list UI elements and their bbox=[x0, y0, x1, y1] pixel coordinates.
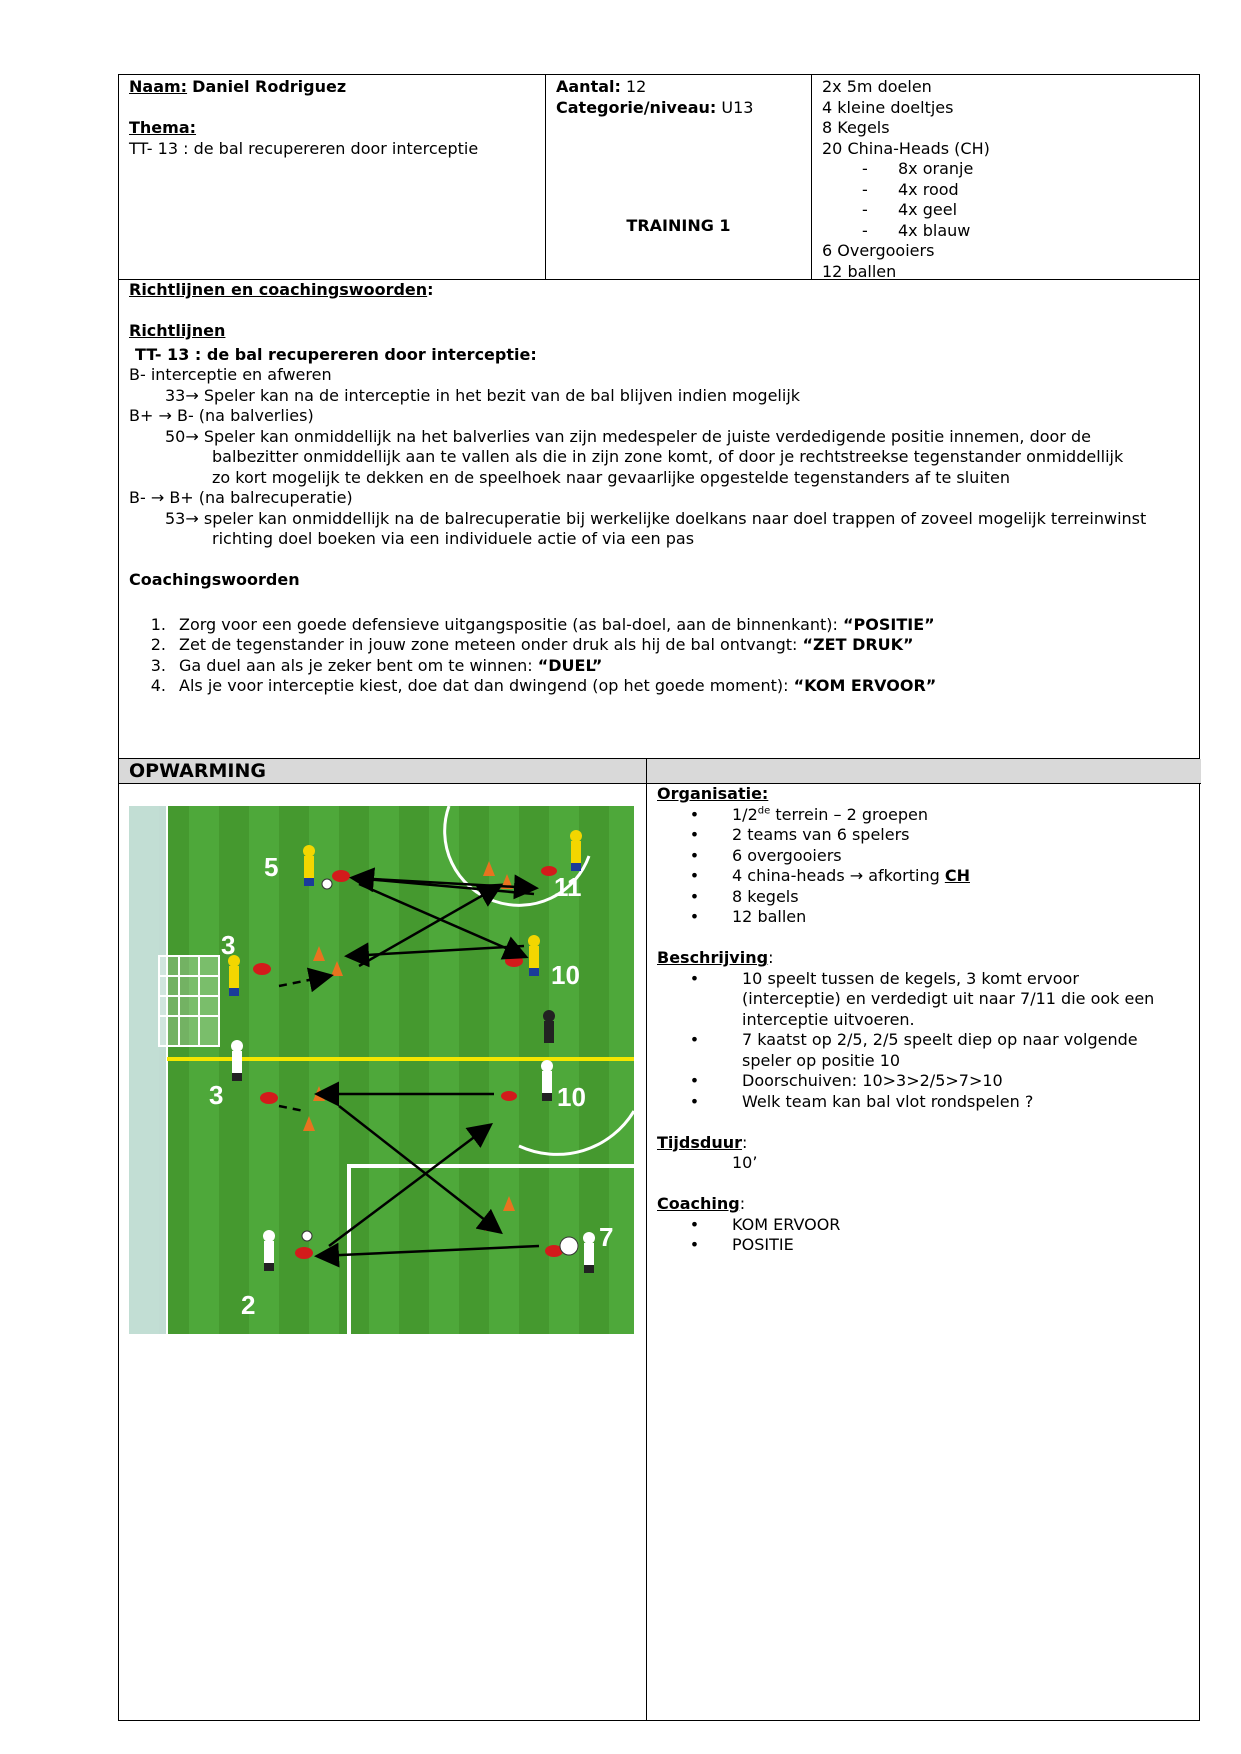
diagram-number: 5 bbox=[264, 852, 279, 882]
guideline-lines bbox=[129, 365, 1189, 550]
coaching-item: 2. Zet de tegenstander in jouw zone meteen onder druk als hij de bal ontvangt: “ZET DRUK” bbox=[150, 635, 914, 654]
guideline-line: richting doel boeken via een individuele actie of via een pas bbox=[212, 529, 695, 548]
naam-label: Naam: bbox=[129, 77, 188, 96]
training-sheet bbox=[118, 74, 1200, 1721]
material-item: 2x 5m doelen bbox=[822, 77, 932, 96]
diagram-cell bbox=[119, 784, 647, 1720]
coaching-item: 1. Zorg voor een goede defensieve uitgangspositie (as bal-doel, aan de binnenkant): “POSITIE” bbox=[150, 614, 935, 634]
material-subitem: - 4x blauw bbox=[862, 220, 971, 240]
exercise-diagram bbox=[129, 806, 634, 1334]
warmup-coaching-item: • POSITIE bbox=[689, 1235, 794, 1254]
coaching-item: 4. Als je voor interceptie kiest, doe dat dan dwingend (op het goede moment): “KOM ERVOOR” bbox=[150, 676, 937, 695]
org-item: • 1/2de terrein – 2 groepen bbox=[689, 804, 928, 824]
naam-value: Daniel Rodriguez bbox=[192, 77, 347, 96]
beschrijving-item: • 7 kaatst op 2/5, 2/5 speelt diep op naar volgende speler op positie 10 bbox=[689, 1030, 1138, 1070]
material-subitem: - 4x rood bbox=[862, 179, 959, 199]
materials-cell bbox=[812, 75, 1201, 279]
diagram-number: 11 bbox=[554, 872, 582, 902]
aantal-value: 12 bbox=[626, 77, 647, 96]
org-item: • 6 overgooiers bbox=[689, 845, 842, 865]
guideline-line: 50→ Speler kan onmiddellijk na het balverlies van zijn medespeler de juiste verdedigende positie innemen, door de bbox=[165, 426, 1091, 446]
tt-title: TT- 13 : de bal recupereren door interceptie: bbox=[135, 344, 537, 364]
warmup-coaching-item: • KOM ERVOOR bbox=[689, 1214, 841, 1234]
warmup-header-right bbox=[647, 759, 1201, 784]
aantal-label: Aantal: bbox=[556, 77, 621, 96]
header-row bbox=[119, 75, 1199, 280]
diagram-number: 3 bbox=[221, 930, 236, 960]
diagram-number: 10 bbox=[551, 960, 580, 990]
warmup-title: OPWARMING bbox=[119, 759, 647, 784]
material-item: 4 kleine doeltjes bbox=[822, 97, 954, 117]
warmup-description-cell: Organisatie: • 1/2de terrein – 2 groepen • 2 teams van 6 spelers • 6 overgooiers • 4 china-heads → afkorting CH • 8 kegels • 12 ballen Beschrijving: • 10 speelt tussen de kegels, 3 komt ervoor (interceptie) en verdedigt uit naar 7/11 die ook een interceptie uitvoeren. • 7 kaatst op 2/5, 2/5 speelt diep op naar volgende speler op positie 10 • Doorschuiven: 10>3>2/5>7>10 • Welk team kan bal vlot rondspelen ? Tijdsduur: 10’ Coaching: • KOM ERVOOR • POSITIE bbox=[647, 784, 1201, 1720]
warmup-coaching-label: Coaching bbox=[657, 1194, 740, 1213]
material-item: 6 Overgooiers bbox=[822, 241, 935, 260]
coaching-list bbox=[129, 615, 1189, 697]
material-item: 8 Kegels bbox=[822, 118, 890, 137]
guideline-line: 33→ Speler kan na de interceptie in het bezit van de bal blijven indien mogelijk bbox=[165, 385, 801, 405]
beschrijving-item: • Doorschuiven: 10>3>2/5>7>10 bbox=[689, 1071, 1003, 1090]
thema-label: Thema: bbox=[129, 118, 197, 137]
diagram-number: 3 bbox=[209, 1080, 224, 1110]
guideline-line: B+ → B- (na balverlies) bbox=[129, 406, 314, 425]
categorie-value: U13 bbox=[721, 97, 754, 117]
categorie-label: Categorie/niveau: bbox=[556, 97, 717, 117]
guideline-line: zo kort mogelijk te dekken en de speelhoek naar gevaarlijke opgestelde tegenstanders af te sluiten bbox=[212, 467, 1011, 487]
beschrijving-item: • Welk team kan bal vlot rondspelen ? bbox=[689, 1091, 1034, 1111]
tijdsduur-value: 10’ bbox=[732, 1153, 758, 1172]
org-item: • 4 china-heads → afkorting CH bbox=[689, 866, 970, 885]
org-item: • 2 teams van 6 spelers bbox=[689, 825, 910, 844]
coaching-label: Coachingswoorden bbox=[129, 570, 300, 589]
material-item: 20 China-Heads (CH) bbox=[822, 138, 990, 158]
org-item: • 12 ballen bbox=[689, 907, 807, 926]
org-item: • 8 kegels bbox=[689, 886, 799, 906]
guideline-line: balbezitter onmiddellijk aan te vallen als die in zijn zone komt, of door je rechtstreekse tegenstander onmiddellijk bbox=[212, 447, 1124, 466]
beschrijving-label: Beschrijving bbox=[657, 948, 769, 967]
material-subitem: - 4x geel bbox=[862, 200, 958, 219]
material-subitem: - 8x oranje bbox=[862, 159, 974, 178]
tijdsduur-label: Tijdsduur bbox=[657, 1132, 742, 1152]
guideline-line: B- interceptie en afweren bbox=[129, 365, 332, 384]
organisatie-label: Organisatie: bbox=[657, 784, 769, 803]
diagram-number: 10 bbox=[557, 1082, 586, 1112]
beschrijving-list bbox=[657, 969, 1191, 1113]
guidelines-heading: Richtlijnen en coachingswoorden bbox=[129, 280, 428, 299]
count-category-cell bbox=[546, 75, 812, 279]
goal bbox=[159, 956, 219, 1046]
richtlijnen-label: Richtlijnen bbox=[129, 321, 226, 340]
guideline-line: 53→ speler kan onmiddellijk na de balrecuperatie bij werkelijke doelkans naar doel trappen of zoveel mogelijk terreinwinst bbox=[165, 508, 1147, 528]
diagram-number: 7 bbox=[599, 1222, 614, 1252]
diagram-number: 2 bbox=[241, 1290, 256, 1320]
training-title: TRAINING 1 bbox=[626, 216, 731, 235]
coaching-item: 3. Ga duel aan als je zeker bent om te winnen: “DUEL” bbox=[150, 655, 603, 675]
guidelines-section: Richtlijnen en coachingswoorden: Richtlijnen TT- 13 : de bal recupereren door interceptie: B- interceptie en afweren 33→ Speler kan na de interceptie in het bezit van de bal blijven indien mogelijk B+ → B- (na balverlies) 50→ Speler kan onmiddellijk na het balverlies van zijn medespeler de juiste verdedigende positie innemen, door de balbezitter onmiddellijk aan te vallen als die in zijn zone komt, of door je rechtstreekse tegenstander onmiddellijk zo kort mogelijk te dekken en de speelhoek naar gevaarlijke opgestelde tegenstanders af te sluiten B- → B+ (na balrecuperatie) 53→ speler kan onmiddellijk na de balrecuperatie bij werkelijke doelkans naar doel trappen of zoveel mogelijk terreinwinst richting doel boeken via een individuele actie of via een pas Coachingswoorden 1. Zorg voor een goede defensieve uitgangspositie (as bal-doel, aan de binnenkant): “POSITIE” 2. Zet de tegenstander in jouw zone meteen onder druk als hij de bal ontvangt: “ZET DRUK” 3. Ga duel aan als je zeker bent om te winnen: “DUEL” 4. Als je voor interceptie kiest, doe dat dan dwingend (op het goede moment): “KOM ERVOOR” bbox=[119, 280, 1199, 759]
thema-value: TT- 13 : de bal recupereren door interceptie bbox=[129, 138, 479, 158]
material-item: 12 ballen bbox=[822, 261, 897, 281]
guideline-line: B- → B+ (na balrecuperatie) bbox=[129, 488, 353, 507]
name-theme-cell bbox=[119, 75, 546, 279]
beschrijving-item: • 10 speelt tussen de kegels, 3 komt ervoor (interceptie) en verdedigt uit naar 7/11 die ook een interceptie uitvoeren. bbox=[689, 968, 1155, 1029]
